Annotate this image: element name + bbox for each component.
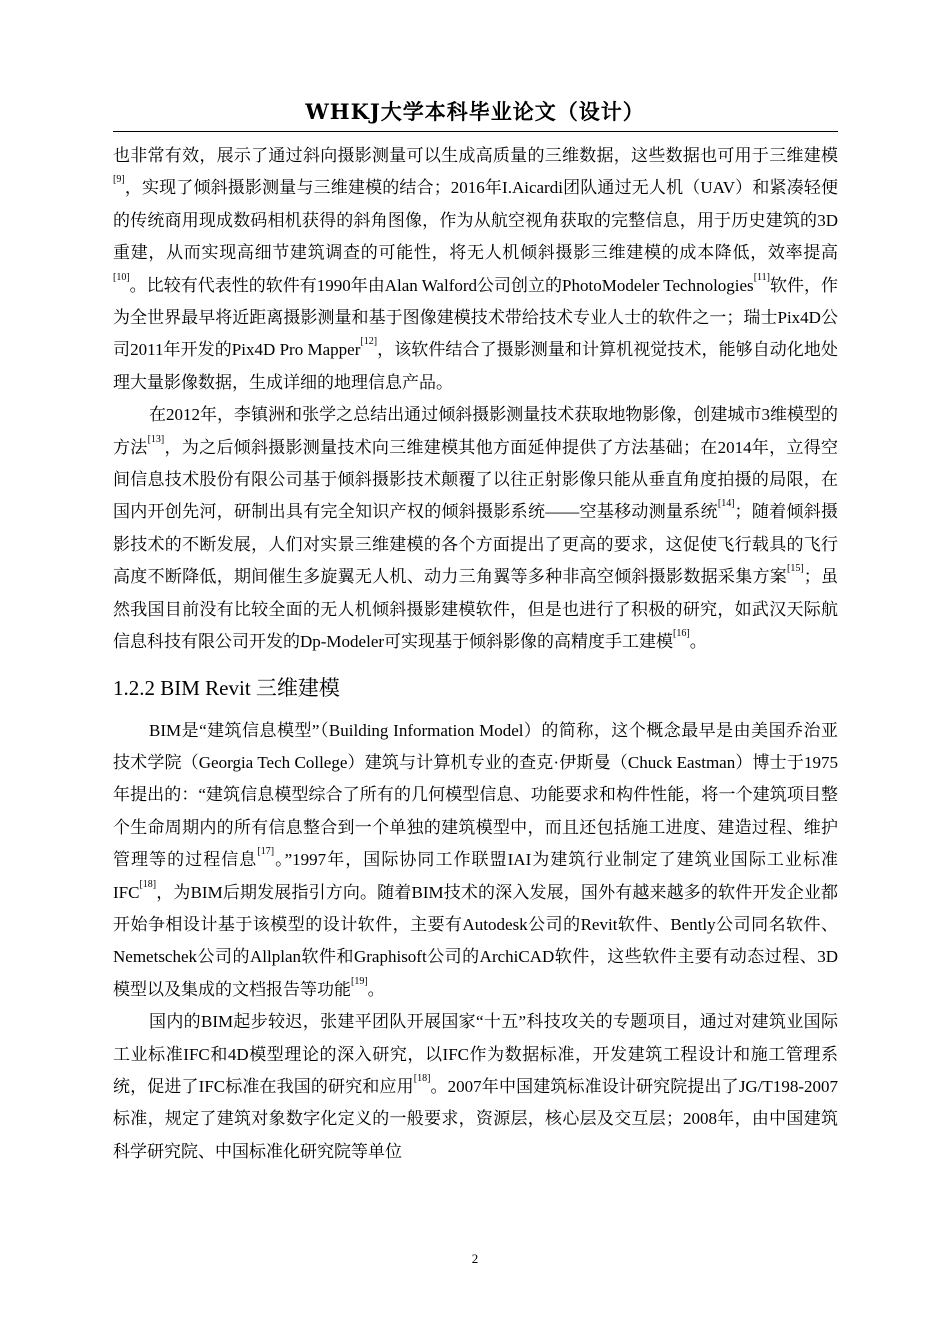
text-run: ；随着倾斜摄影技术的不断发展，人们对实景三维建模的各个方面提出了更高的要求，这促使飞行载具的飞行高度不断降低，期间催生多旋翼无人机、动力三角翼等多种非高空倾斜摄影数据采集方案 bbox=[113, 502, 838, 587]
paragraph bbox=[113, 715, 838, 1007]
citation-ref: [10] bbox=[113, 271, 130, 283]
citation-ref: [11] bbox=[753, 271, 770, 283]
citation-ref: [18] bbox=[139, 878, 157, 890]
text-run: ，为之后倾斜摄影测量技术向三维建模其他方面延伸提供了方法基础；在2014年，立得空间信息技术股份有限公司基于倾斜摄影技术颠覆了以往正射影像只能从垂直角度拍摄的局限，在国内开创先河，研制出具有完全知识产权的倾斜摄影系统——空基移动测量系统 bbox=[113, 437, 839, 522]
document-body bbox=[113, 140, 838, 1168]
text-run: 。”1997年，国际协同工作联盟IAI为建筑行业制定了建筑业国际工业标准IFC bbox=[113, 850, 838, 902]
text-run: ，实现了倾斜摄影测量与三维建模的结合；2016年I.Aicardi团队通过无人机（UAV）和紧凑轻便的传统商用现成数码相机获得的斜角图像，作为从航空视角获取的完整信息，用于历史建筑的3D重建，从而实现高细节建筑调查的可能性，将无人机倾斜摄影三维建模的成本降低，效率提高 bbox=[113, 178, 838, 263]
text-run: BIM是“建筑信息模型”（Building Information Model）的简称，这个概念最早是由美国乔治亚技术学院（Georgia Tech College）建筑与计算机专业的查克·伊斯曼（Chuck Eastman）博士于1975年提出的：“建筑信息模型综合了所有的几何模型信息、功能要求和构件性能，将一个建筑项目整个生命周期内的所有信息整合到一个单独的建筑模型中，而且还包括施工进度、建造过程、维护管理等的过程信息 bbox=[113, 720, 838, 870]
text-run: 在2012年，李镇洲和张学之总结出通过倾斜摄影测量技术获取地物影像，创建城市3维模型的方法 bbox=[113, 405, 838, 457]
paragraph bbox=[113, 1006, 838, 1168]
citation-ref: [9] bbox=[113, 174, 125, 186]
citation-ref: [18] bbox=[413, 1072, 431, 1084]
citation-ref: [12] bbox=[360, 336, 378, 348]
paragraph bbox=[113, 399, 838, 658]
header-divider bbox=[113, 131, 838, 132]
text-run: 国内的BIM起步较迟，张建平团队开展国家“十五”科技攻关的专题项目，通过对建筑业国际工业标准IFC和4D模型理论的深入研究，以IFC作为数据标准，开发建筑工程设计和施工管理系统，促进了IFC标准在我国的研究和应用 bbox=[113, 1012, 838, 1096]
citation-ref: [15] bbox=[787, 563, 804, 575]
citation-ref: [19] bbox=[351, 975, 368, 987]
text-run: 也非常有效，展示了通过斜向摄影测量可以生成高质量的三维数据，这些数据也可用于三维建模 bbox=[113, 146, 838, 165]
paragraph bbox=[113, 140, 838, 399]
page-number: 2 bbox=[471, 1251, 479, 1266]
citation-ref: [13] bbox=[147, 433, 165, 445]
text-run: ，该软件结合了摄影测量和计算机视觉技术，能够自动化地处理大量影像数据，生成详细的地理信息产品。 bbox=[113, 340, 839, 392]
text-run: 。比较有代表性的软件有1990年由Alan Walford公司创立的PhotoModeler Technologies bbox=[129, 275, 754, 295]
text-run: 。2007年中国建筑标准设计研究院提出了JG/T198-2007标准，规定了建筑对象数字化定义的一般要求，资源层，核心层及交互层；2008年，由中国建筑科学研究院、中国标准化研究院等单位 bbox=[113, 1076, 838, 1161]
text-run: ，为BIM后期发展指引方向。随着BIM技术的深入发展，国外有越来越多的软件开发企业都开始争相设计基于该模型的设计软件，主要有Autodesk公司的Revit软件、Bently公司同名软件、Nemetschek公司的Allplan软件和Graphisoft公司的ArchiCAD软件，这些软件主要有动态过程、3D模型以及集成的文档报告等功能 bbox=[113, 882, 838, 999]
citation-ref: [17] bbox=[257, 846, 275, 858]
text-run: ；虽然我国目前没有比较全面的无人机倾斜摄影建模软件，但是也进行了积极的研究，如武汉天际航信息科技有限公司开发的Dp-Modeler可实现基于倾斜影像的高精度手工建模 bbox=[113, 567, 839, 652]
citation-ref: [16] bbox=[673, 628, 690, 640]
text-run: 。 bbox=[689, 632, 707, 652]
citation-ref: [14] bbox=[717, 498, 735, 510]
section-heading: 1.2.2 BIM Revit 三维建模 bbox=[113, 675, 340, 700]
text-run: 。 bbox=[367, 979, 385, 999]
page-header-title: WHKJ大学本科毕业论文（设计） bbox=[305, 99, 645, 124]
text-run: 软件，作为全世界最早将近距离摄影测量和基于图像建模技术带给技术专业人士的软件之一；瑞士Pix4D公司2011年开发的Pix4D Pro Mapper bbox=[113, 275, 839, 360]
